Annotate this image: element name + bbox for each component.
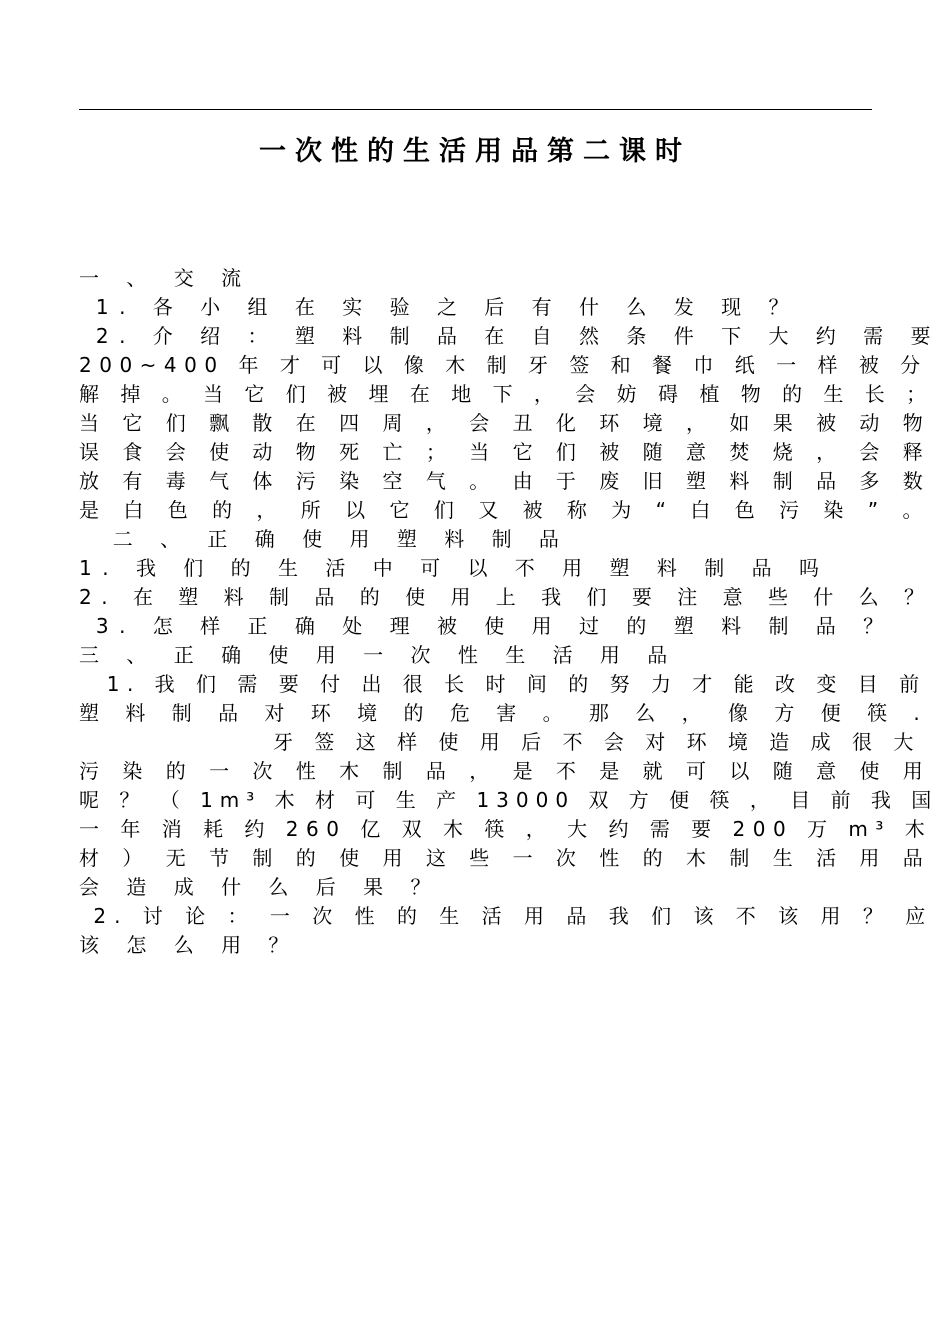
body-text: [79, 264, 942, 960]
section-heading-1: 一 、 交 流: [79, 266, 252, 290]
text-line: 污 染 的 一 次 性 木 制 品 ， 是 不 是 就 可 以 随 意 使 用: [79, 759, 932, 783]
text-line: 1. 我 们 需 要 付 出 很 长 时 间 的 努 力 才 能 改 变 目 前: [79, 672, 927, 696]
text-line: 呢 ？ （ 1m³ 木 材 可 生 产 13000 双 方 便 筷 ， 目 前 我 国: [79, 788, 939, 812]
page-title: 一次性的生活用品第二课时: [259, 136, 691, 167]
text-line: 牙 签 这 样 使 用 后 不 会 对 环 境 造 成 很 大: [79, 730, 921, 754]
text-line: 2. 在 塑 料 制 品 的 使 用 上 我 们 要 注 意 些 什 么 ？: [79, 585, 934, 609]
text-line: 当 它 们 飘 散 在 四 周 ， 会 丑 化 环 境 ， 如 果 被 动 物: [79, 411, 932, 435]
text-line: 解 掉 。 当 它 们 被 埋 在 地 下 ， 会 妨 碍 植 物 的 生 长 ；: [79, 382, 934, 406]
text-line: 3. 怎 样 正 确 处 理 被 使 用 过 的 塑 料 制 品 ？: [79, 614, 894, 638]
text-line: 材 ） 无 节 制 的 使 用 这 些 一 次 性 的 木 制 生 活 用 品: [79, 846, 932, 870]
header-rule: [79, 109, 872, 110]
text-line: 2. 讨 论 ： 一 次 性 的 生 活 用 品 我 们 该 不 该 用 ？ 应: [79, 904, 934, 928]
text-line: 该 怎 么 用 ？: [79, 933, 299, 957]
text-line: 误 食 会 使 动 物 死 亡 ； 当 它 们 被 随 意 焚 烧 ， 会 释: [79, 440, 932, 464]
section-heading-3: 三 、 正 确 使 用 一 次 性 生 活 用 品: [79, 643, 678, 667]
text-line: 一 年 消 耗 约 260 亿 双 木 筷 ， 大 约 需 要 200 万 m³ 木: [79, 817, 933, 841]
text-line: 会 造 成 什 么 后 果 ？: [79, 875, 442, 899]
text-line: 1. 各 小 组 在 实 验 之 后 有 什 么 发 现 ？: [79, 295, 799, 319]
text-line: 200~400 年 才 可 以 像 木 制 牙 签 和 餐 巾 纸 一 样 被 分: [79, 353, 928, 377]
text-line: 放 有 毒 气 体 污 染 空 气 。 由 于 废 旧 塑 料 制 品 多 数: [79, 469, 932, 493]
text-line: 是 白 色 的 ， 所 以 它 们 又 被 称 为 “ 白 色 污 染 ” 。: [79, 498, 932, 522]
section-heading-2: 二 、 正 确 使 用 塑 料 制 品: [79, 527, 570, 551]
text-line: 2. 介 绍 ： 塑 料 制 品 在 自 然 条 件 下 大 约 需 要: [79, 324, 942, 348]
text-line: 1. 我 们 的 生 活 中 可 以 不 用 塑 料 制 品 吗: [79, 556, 830, 580]
text-line: 塑 料 制 品 对 环 境 的 危 害 。 那 么 ， 像 方 便 筷 .: [79, 701, 930, 725]
